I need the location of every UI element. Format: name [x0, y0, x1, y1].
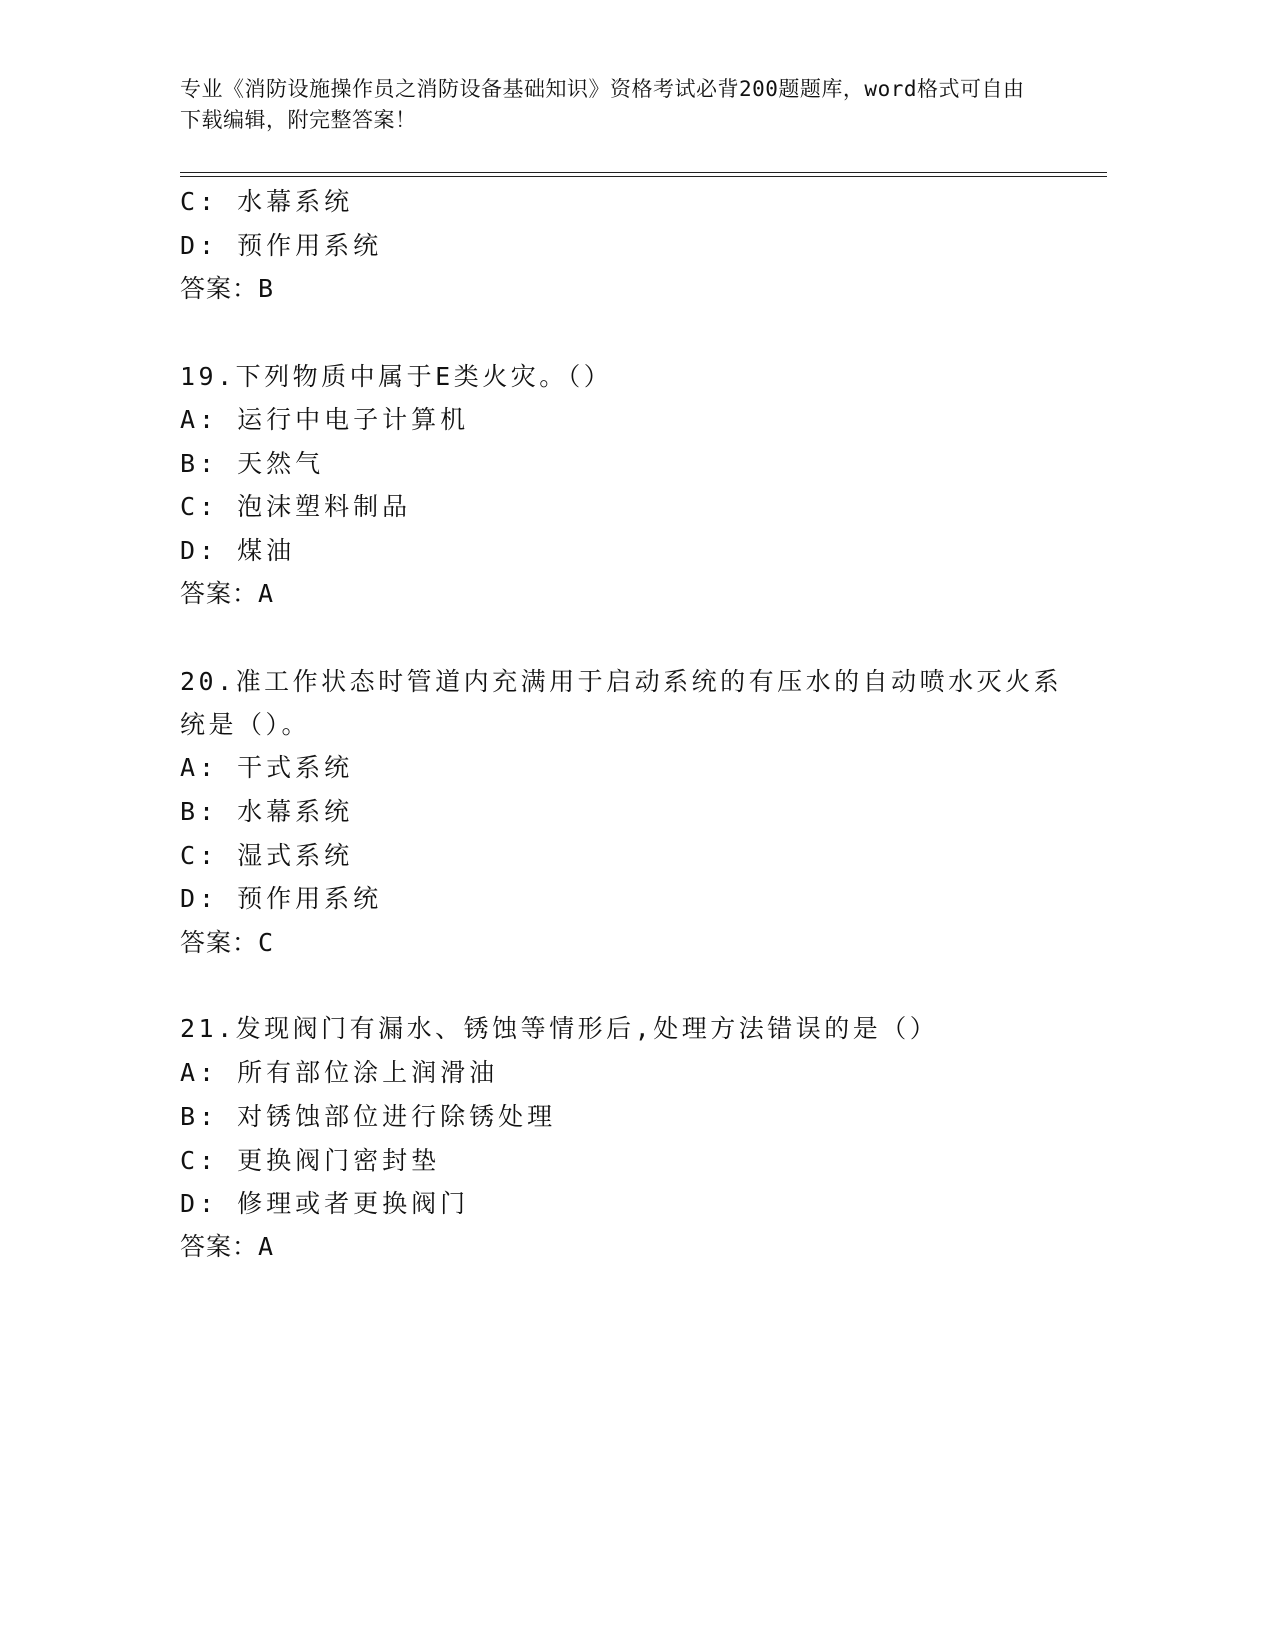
question-20-option-a: A: 干式系统 — [180, 753, 354, 782]
question-20-option-c: C: 湿式系统 — [180, 841, 354, 870]
question-21-option-d: D: 修理或者更换阀门 — [180, 1189, 470, 1218]
document-header: 专业《消防设施操作员之消防设备基础知识》资格考试必背200题题库，word格式可自由下载编辑，附完整答案！ — [180, 77, 1025, 132]
option-d: D: 预作用系统 — [180, 231, 383, 260]
question-20-option-b: B: 水幕系统 — [180, 797, 354, 826]
question-20-answer: 答案：C — [180, 928, 275, 957]
header-divider-top — [180, 172, 1107, 173]
question-21-option-b: B: 对锈蚀部位进行除锈处理 — [180, 1102, 557, 1131]
question-19-stem: 19.下列物质中属于E类火灾。（） — [180, 362, 613, 391]
answer: 答案：B — [180, 274, 275, 303]
question-21-option-c: C: 更换阀门密封垫 — [180, 1146, 441, 1175]
question-20-option-d: D: 预作用系统 — [180, 884, 383, 913]
question-19-option-d: D: 煤油 — [180, 536, 296, 565]
question-21-option-a: A: 所有部位涂上润滑油 — [180, 1058, 499, 1087]
question-19-option-c: C: 泡沫塑料制品 — [180, 492, 412, 521]
question-20-stem-line1: 20.准工作状态时管道内充满用于启动系统的有压水的自动喷水灭火系 — [180, 667, 1063, 696]
option-c: C: 水幕系统 — [180, 187, 354, 216]
question-21-answer: 答案：A — [180, 1232, 275, 1261]
question-19-answer: 答案：A — [180, 579, 275, 608]
question-19-option-a: A: 运行中电子计算机 — [180, 405, 470, 434]
question-21-stem: 21.发现阀门有漏水、锈蚀等情形后,处理方法错误的是（） — [180, 1014, 939, 1043]
question-19-option-b: B: 天然气 — [180, 449, 325, 478]
question-20-stem-line2: 统是（）。 — [180, 710, 311, 739]
header-divider-bottom — [180, 176, 1107, 177]
